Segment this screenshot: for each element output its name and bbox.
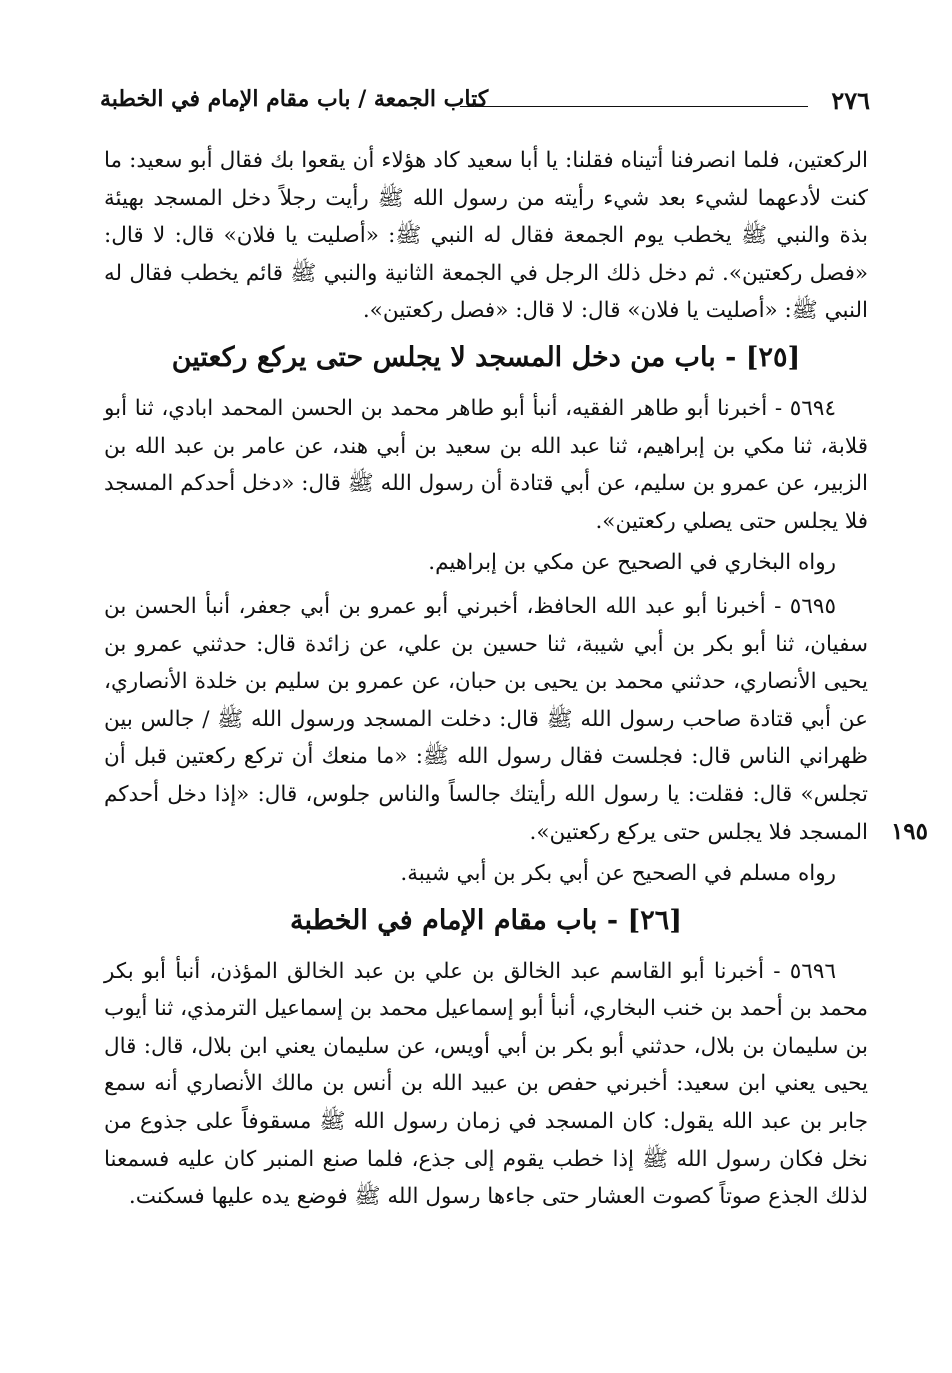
header-rule (460, 106, 808, 107)
margin-page-marker: ١٩٥ (890, 818, 928, 845)
takhrij-note: رواه مسلم في الصحيح عن أبي بكر بن أبي شيبة. (400, 861, 836, 887)
chapter-heading-25: [٢٥] - باب من دخل المسجد لا يجلس حتى يركع ركعتين (171, 341, 801, 373)
hadith-5694: ٥٦٩٤ - أخبرنا أبو طاهر الفقيه، أنبأ أبو طاهر محمد بن الحسن المحمد ابادي، ثنا أبو قلابة، ثنا مكي بن إبراهيم، ثنا عبد الله بن سعيد بن أبي هند، عن عامر بن عبد الله بن الزبير، عن عمرو بن سليم، عن أبي قتادة أن رسول الله ﷺ قال: «دخل أحدكم المسجد فلا يجلس حتى يصلي ركعتين». (104, 395, 868, 534)
continuation-paragraph: الركعتين، فلما انصرفنا أتيناه فقلنا: يا أبا سعيد كاد هؤلاء أن يقعوا بك فقال أبو سعيد: ما كنت لأدعهما لشيء بعد شيء رأيته من رسول الله ﷺ رأيت رجلاً دخل المسجد بهيئة بذة والنبي ﷺ يخطب يوم الجمعة فقال له النبي ﷺ: «أصليت يا فلان» قال: لا قال: «فصل ركعتين». ثم دخل ذلك الرجل في الجمعة الثانية والنبي ﷺ قائم يخطب فقال له النبي ﷺ: «أصليت يا فلان» قال: لا قال: «فصل ركعتين». (104, 148, 868, 324)
running-title: كتاب الجمعة / باب مقام الإمام في الخطبة (100, 86, 489, 112)
hadith-5696: ٥٦٩٦ - أخبرنا أبو القاسم عبد الخالق بن علي بن عبد الخالق المؤذن، أنبأ أبو بكر محمد بن أحمد بن خنب البخاري، أنبأ أبو إسماعيل محمد بن إسماعيل الترمذي، ثنا أيوب بن سليمان بن بلال، حدثني أبو بكر بن أبي أويس، عن سليمان يعني ابن بلال، قال: قال يحيى يعني ابن سعيد: أخبرني حفص بن عبيد الله بن أنس بن مالك الأنصاري أنه سمع جابر بن عبد الله يقول: كان المسجد في زمان رسول الله ﷺ مسقوفاً على جذوع من نخل فكان رسول الله ﷺ إذا خطب يقوم إلى جذع، فلما صنع المنبر كان عليه فسمعنا لذلك الجذع صوتاً كصوت العشار حتى جاءها رسول الله ﷺ فوضع يده عليها فسكنت. (104, 958, 868, 1210)
page-header (100, 84, 870, 124)
hadith-5695: ٥٦٩٥ - أخبرنا أبو عبد الله الحافظ، أخبرني أبو عمرو بن أبي جعفر، أنبأ الحسن بن سفيان، ثنا أبو بكر بن أبي شيبة، ثنا حسين بن علي، عن زائدة قال: حدثني عمرو بن يحيى الأنصاري، حدثني محمد بن يحيى بن حبان، عن عمرو بن سليم بن خلدة الأنصاري، عن أبي قتادة صاحب رسول الله ﷺ قال: دخلت المسجد ورسول الله ﷺ / جالس بين ظهراني الناس قال: فجلست فقال رسول الله ﷺ: «ما منعك أن تركع ركعتين قبل أن تجلس» قال: فقلت: يا رسول الله رأيتك جالساً والناس جلوس، قال: «إذا دخل أحدكم المسجد فلا يجلس حتى يركع ركعتين». (104, 593, 868, 845)
page-number: ٢٧٦ (831, 86, 870, 115)
chapter-heading-26: [٢٦] - باب مقام الإمام في الخطبة (289, 904, 683, 936)
main-text (104, 142, 868, 1216)
takhrij-note: رواه البخاري في الصحيح عن مكي بن إبراهيم. (428, 550, 836, 576)
